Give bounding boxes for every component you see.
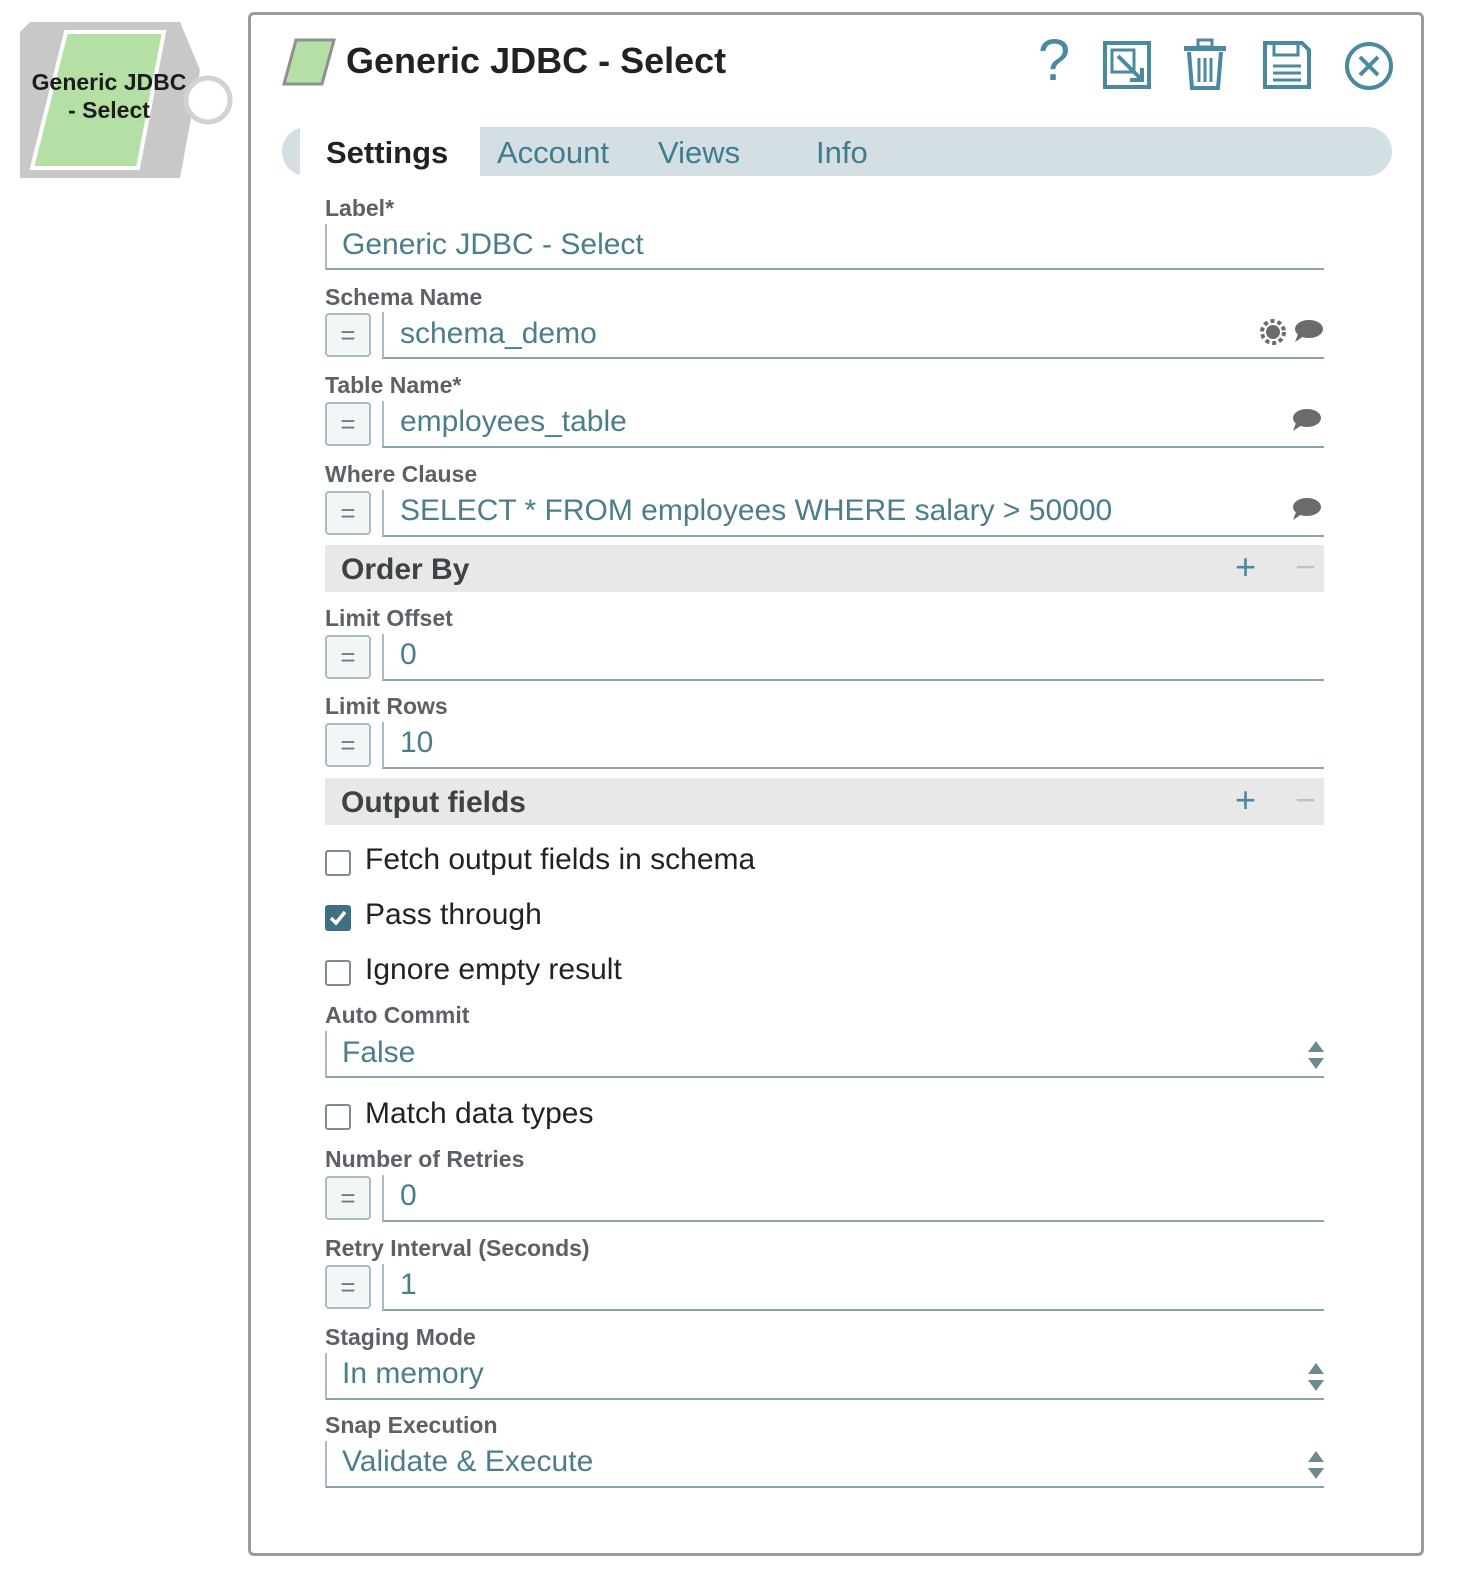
output-fields-section [325, 778, 1324, 825]
fetch-output-fields-checkbox[interactable] [325, 850, 351, 876]
select-arrows-icon[interactable] [1305, 1038, 1327, 1072]
where-clause-label: Where Clause [325, 461, 478, 487]
fetch-output-fields-label: Fetch output fields in schema [365, 843, 756, 876]
order-by-section [325, 545, 1324, 592]
tab-settings[interactable]: Settings [326, 135, 449, 170]
trash-icon[interactable] [1182, 38, 1228, 90]
retry-interval-expression-toggle[interactable]: = [325, 1265, 371, 1309]
retry-interval-input[interactable] [382, 1264, 1324, 1311]
tab-views[interactable]: Views [658, 135, 741, 170]
staging-mode-label: Staging Mode [325, 1324, 476, 1350]
dialog-title: Generic JDBC - Select [346, 40, 727, 81]
ignore-empty-result-checkbox[interactable] [325, 960, 351, 986]
table-name-expression-toggle[interactable]: = [325, 402, 371, 446]
table-name-value: employees_table [400, 405, 627, 438]
select-arrows-icon[interactable] [1305, 1360, 1327, 1394]
auto-commit-value: False [342, 1036, 416, 1069]
schema-name-value: schema_demo [400, 317, 597, 350]
limit-rows-input[interactable] [382, 722, 1324, 769]
schema-name-expression-toggle[interactable]: = [325, 313, 371, 357]
number-of-retries-value: 0 [400, 1179, 417, 1212]
staging-mode-value: In memory [342, 1357, 484, 1390]
output-fields-add-button[interactable]: + [1234, 779, 1256, 820]
output-fields-title: Output fields [341, 786, 526, 819]
order-by-title: Order By [341, 553, 470, 586]
label-field-label: Label* [325, 195, 395, 221]
auto-commit-label: Auto Commit [325, 1002, 470, 1028]
export-icon[interactable] [1102, 40, 1152, 90]
pass-through-label: Pass through [365, 898, 542, 931]
snap-execution-value: Validate & Execute [342, 1445, 594, 1478]
comment-icon[interactable] [1292, 318, 1324, 344]
match-data-types-checkbox[interactable] [325, 1104, 351, 1130]
snap-node-label [18, 68, 200, 124]
snap-execution-label: Snap Execution [325, 1412, 498, 1438]
where-clause-expression-toggle[interactable]: = [325, 491, 371, 535]
where-clause-value: SELECT * FROM employees WHERE salary > 50000 [400, 494, 1113, 527]
help-icon[interactable] [1034, 36, 1074, 90]
save-icon[interactable] [1262, 40, 1312, 90]
tab-account[interactable]: Account [497, 135, 610, 170]
schema-name-label: Schema Name [325, 284, 483, 310]
svg-text:?: ? [1037, 36, 1071, 90]
limit-offset-label: Limit Offset [325, 605, 453, 631]
snap-label-line2: - Select [68, 97, 150, 123]
limit-rows-value: 10 [400, 726, 434, 759]
comment-icon[interactable] [1290, 496, 1322, 522]
select-arrows-icon[interactable] [1305, 1448, 1327, 1482]
retry-interval-label: Retry Interval (Seconds) [325, 1235, 590, 1261]
ignore-empty-result-label: Ignore empty result [365, 953, 622, 986]
limit-offset-value: 0 [400, 638, 417, 671]
label-input-value: Generic JDBC - Select [342, 228, 644, 261]
limit-offset-expression-toggle[interactable]: = [325, 635, 371, 679]
retry-interval-value: 1 [400, 1268, 417, 1301]
auto-commit-select[interactable] [325, 1031, 1324, 1078]
number-of-retries-input[interactable] [382, 1175, 1324, 1222]
close-icon[interactable] [1344, 41, 1394, 91]
order-by-add-button[interactable]: + [1234, 546, 1256, 587]
tab-info[interactable]: Info [816, 135, 868, 170]
table-name-label: Table Name* [325, 372, 462, 398]
number-of-retries-expression-toggle[interactable]: = [325, 1176, 371, 1220]
limit-offset-input[interactable] [382, 634, 1324, 681]
output-fields-remove-button[interactable]: − [1294, 779, 1316, 820]
limit-rows-label: Limit Rows [325, 693, 448, 719]
limit-rows-expression-toggle[interactable]: = [325, 723, 371, 767]
match-data-types-label: Match data types [365, 1097, 594, 1130]
snap-node[interactable] [18, 20, 238, 182]
snap-label-line1: Generic JDBC [31, 69, 187, 95]
suggest-gear-icon[interactable] [1256, 315, 1290, 349]
order-by-remove-button[interactable]: − [1294, 546, 1316, 587]
checkmark-icon [327, 907, 349, 929]
pass-through-checkbox[interactable] [325, 905, 351, 931]
snap-type-icon [282, 38, 336, 86]
number-of-retries-label: Number of Retries [325, 1146, 525, 1172]
comment-icon[interactable] [1290, 407, 1322, 433]
